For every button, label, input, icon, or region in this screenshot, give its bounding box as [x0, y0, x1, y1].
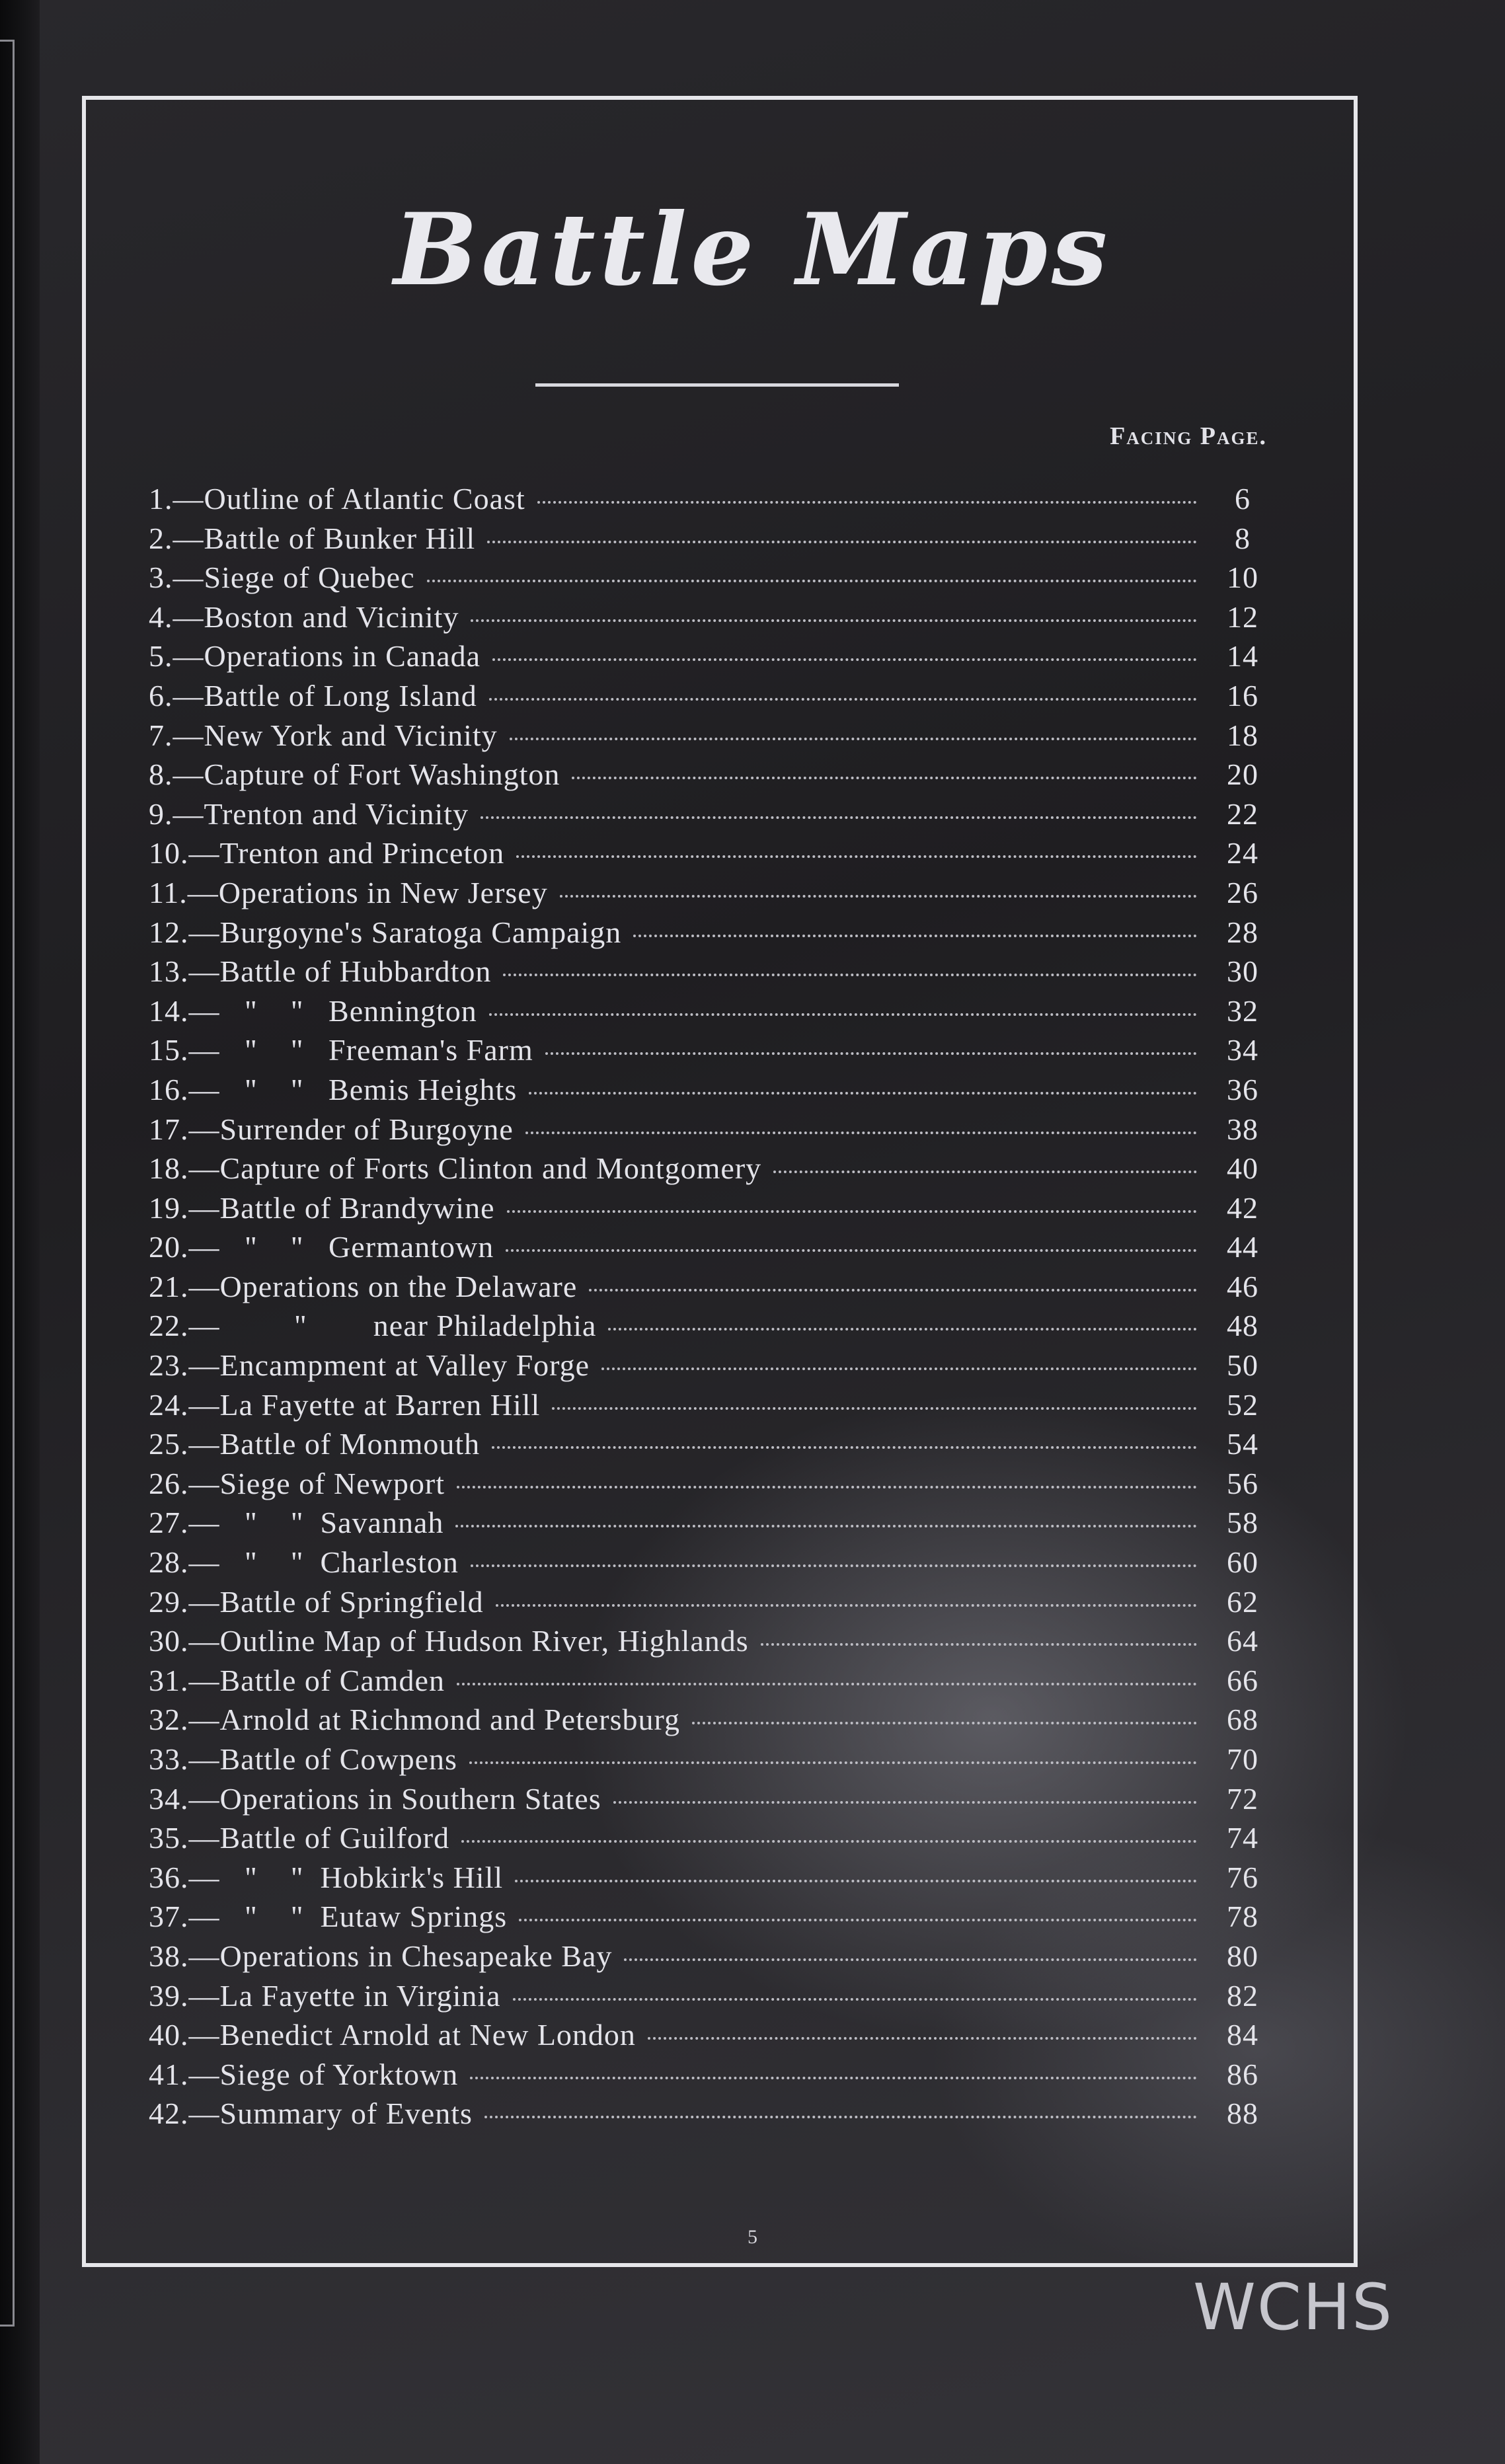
- dot-leader: [692, 1722, 1197, 1724]
- toc-entry-page: 74: [1227, 1821, 1258, 1855]
- toc-entry-page: 56: [1227, 1466, 1258, 1500]
- dot-leader: [487, 541, 1197, 543]
- toc-entry-page: 68: [1227, 1703, 1258, 1737]
- dot-leader: [525, 1132, 1197, 1134]
- toc-entry: [149, 1269, 1272, 1309]
- toc-entry-page: 6: [1235, 482, 1251, 516]
- toc-entry-title: 25.—Battle of Monmouth: [149, 1427, 481, 1461]
- toc-entry-page: 40: [1227, 1151, 1258, 1186]
- dot-leader: [537, 501, 1197, 504]
- dot-leader: [572, 777, 1197, 779]
- toc-entry: [149, 638, 1272, 678]
- toc-entry-title: 32.—Arnold at Richmond and Petersburg: [149, 1703, 680, 1737]
- dot-leader: [457, 1486, 1197, 1488]
- dot-leader: [648, 2037, 1197, 2040]
- toc-entry-title: 2.—Battle of Bunker Hill: [149, 521, 476, 555]
- toc-entry-page: 78: [1227, 1900, 1258, 1934]
- toc-entry: [149, 521, 1272, 560]
- toc-entry-title: 35.—Battle of Guilford: [149, 1821, 450, 1855]
- dot-leader: [496, 1604, 1197, 1607]
- toc-entry-title: 17.—Surrender of Burgoyne: [149, 1112, 514, 1146]
- toc-entry-title: 21.—Operations on the Delaware: [149, 1269, 578, 1303]
- dot-leader: [506, 1249, 1197, 1252]
- toc-entry-title: 37.— " " Eutaw Springs: [149, 1900, 508, 1934]
- page-title: Battle Maps: [393, 192, 1112, 308]
- toc-entry-title: 10.—Trenton and Princeton: [149, 836, 505, 870]
- toc-entry-page: 36: [1227, 1072, 1258, 1106]
- toc-entry: [149, 1584, 1272, 1624]
- toc-entry-title: 8.—Capture of Fort Washington: [149, 757, 560, 792]
- dot-leader: [489, 698, 1197, 701]
- toc-entry-page: 48: [1227, 1309, 1258, 1343]
- dot-leader: [515, 1880, 1197, 1882]
- toc-entry: [149, 875, 1272, 915]
- toc-entry-page: 22: [1227, 796, 1258, 831]
- toc-entry-page: 66: [1227, 1663, 1258, 1697]
- toc-entry-title: 13.—Battle of Hubbardton: [149, 954, 492, 989]
- toc-entry: [149, 2096, 1272, 2136]
- toc-entry-page: 26: [1227, 875, 1258, 909]
- dot-leader: [608, 1328, 1197, 1330]
- toc-entry-title: 9.—Trenton and Vicinity: [149, 796, 469, 831]
- toc-entry-page: 24: [1227, 836, 1258, 870]
- toc-entry-page: 86: [1227, 2057, 1258, 2091]
- toc-entry-page: 34: [1227, 1033, 1258, 1067]
- toc-entry-page: 62: [1227, 1584, 1258, 1619]
- toc-entry: [149, 1032, 1272, 1072]
- toc-entry-page: 50: [1227, 1348, 1258, 1383]
- toc-entry-page: 12: [1227, 599, 1258, 634]
- toc-entry: [149, 599, 1272, 639]
- toc-entry-title: 26.—Siege of Newport: [149, 1466, 445, 1500]
- dot-leader: [624, 1958, 1197, 1961]
- toc-entry: [149, 1151, 1272, 1190]
- toc-entry-page: 10: [1227, 560, 1258, 595]
- toc-entry: [149, 1742, 1272, 1781]
- dot-leader: [457, 1683, 1197, 1685]
- dot-leader: [552, 1407, 1197, 1410]
- toc-entry-page: 84: [1227, 2018, 1258, 2052]
- toc-entry: [149, 678, 1272, 718]
- toc-entry: [149, 835, 1272, 875]
- toc-entry-title: 5.—Operations in Canada: [149, 639, 481, 674]
- title-underline: [535, 383, 899, 387]
- toc-entry-title: 12.—Burgoyne's Saratoga Campaign: [149, 915, 622, 949]
- dot-leader: [529, 1092, 1197, 1095]
- toc-entry-title: 31.—Battle of Camden: [149, 1663, 445, 1697]
- toc-entry-title: 3.—Siege of Quebec: [149, 560, 415, 595]
- dot-leader: [519, 1919, 1197, 1921]
- toc-entry-title: 22.— " near Philadelphia: [149, 1309, 597, 1343]
- dot-leader: [633, 935, 1197, 937]
- toc-entry-title: 28.— " " Charleston: [149, 1545, 459, 1580]
- toc-entry-page: 32: [1227, 993, 1258, 1028]
- toc-entry-page: 30: [1227, 954, 1258, 989]
- toc-entry-title: 30.—Outline Map of Hudson River, Highlands: [149, 1624, 749, 1658]
- toc-entry: [149, 1939, 1272, 1978]
- dot-leader: [461, 1840, 1197, 1843]
- toc-entry-page: 64: [1227, 1624, 1258, 1658]
- toc-entry-title: 20.— " " Germantown: [149, 1230, 494, 1264]
- toc-entry: [149, 757, 1272, 796]
- toc-entry: [149, 1860, 1272, 1900]
- toc-entry-page: 58: [1227, 1506, 1258, 1540]
- dot-leader: [471, 619, 1197, 622]
- toc-entry-title: 40.—Benedict Arnold at New London: [149, 2018, 636, 2052]
- toc-entry-title: 36.— " " Hobkirk's Hill: [149, 1860, 504, 1894]
- toc-entry-page: 46: [1227, 1269, 1258, 1303]
- toc-entry-page: 20: [1227, 757, 1258, 792]
- toc-entry: [149, 1978, 1272, 2018]
- dot-leader: [773, 1171, 1197, 1173]
- toc-entry: [149, 954, 1272, 993]
- toc-entry: [149, 1663, 1272, 1703]
- toc-entry-page: 80: [1227, 1939, 1258, 1973]
- toc-entry-title: 4.—Boston and Vicinity: [149, 599, 459, 634]
- adjacent-page-edge: [0, 40, 15, 2327]
- toc-entry-title: 38.—Operations in Chesapeake Bay: [149, 1939, 613, 1973]
- toc-entry-title: 15.— " " Freeman's Farm: [149, 1033, 533, 1067]
- toc-entry: [149, 1308, 1272, 1348]
- toc-entry: [149, 1387, 1272, 1427]
- toc-entry-title: 39.—La Fayette in Virginia: [149, 1978, 501, 2013]
- toc-entry: [149, 1426, 1272, 1466]
- toc-entry-title: 19.—Battle of Brandywine: [149, 1190, 495, 1225]
- toc-entry-title: 16.— " " Bemis Heights: [149, 1072, 518, 1106]
- dot-leader: [489, 1013, 1197, 1016]
- toc-entry-title: 34.—Operations in Southern States: [149, 1781, 601, 1816]
- toc-entry: [149, 718, 1272, 757]
- toc-entry-title: 24.—La Fayette at Barren Hill: [149, 1387, 541, 1422]
- dot-leader: [560, 895, 1197, 898]
- toc-entry: [149, 560, 1272, 599]
- toc-entry-title: 6.—Battle of Long Island: [149, 678, 477, 712]
- toc-entry: [149, 1702, 1272, 1742]
- toc-entry-page: 76: [1227, 1860, 1258, 1894]
- toc-entry-page: 28: [1227, 915, 1258, 949]
- toc-entry: [149, 2017, 1272, 2057]
- toc-entry-title: 14.— " " Bennington: [149, 993, 477, 1028]
- dot-leader: [469, 1761, 1197, 1764]
- toc-entry-page: 44: [1227, 1230, 1258, 1264]
- toc-entry: [149, 1899, 1272, 1939]
- toc-entry: [149, 1072, 1272, 1112]
- toc-entry: [149, 2057, 1272, 2097]
- toc-entry-page: 82: [1227, 1978, 1258, 2013]
- watermark: WCHS: [1193, 2270, 1394, 2344]
- toc-entry-page: 72: [1227, 1781, 1258, 1816]
- toc-entry: [149, 1623, 1272, 1663]
- toc-entry-title: 23.—Encampment at Valley Forge: [149, 1348, 590, 1383]
- facing-page-header: Facing Page.: [1110, 422, 1267, 450]
- toc-entry-page: 60: [1227, 1545, 1258, 1580]
- toc-entry-page: 54: [1227, 1427, 1258, 1461]
- toc-entry: [149, 1348, 1272, 1387]
- dot-leader: [761, 1643, 1197, 1646]
- toc-entry: [149, 1505, 1272, 1545]
- toc-entry: [149, 1229, 1272, 1269]
- toc-entry: [149, 1466, 1272, 1506]
- toc-entry-title: 7.—New York and Vicinity: [149, 718, 498, 752]
- dot-leader: [481, 816, 1197, 819]
- dot-leader: [492, 1446, 1197, 1449]
- dot-leader: [471, 1564, 1197, 1567]
- toc-entry-title: 1.—Outline of Atlantic Coast: [149, 482, 525, 516]
- toc-entry-page: 38: [1227, 1112, 1258, 1146]
- dot-leader: [492, 658, 1197, 661]
- toc-entry: [149, 993, 1272, 1033]
- dot-leader: [455, 1525, 1197, 1527]
- dot-leader: [589, 1289, 1197, 1291]
- dot-leader: [470, 2077, 1197, 2079]
- toc-entry-title: 11.—Operations in New Jersey: [149, 875, 548, 909]
- toc-entry: [149, 1190, 1272, 1230]
- dot-leader: [601, 1367, 1197, 1370]
- toc-entry-title: 29.—Battle of Springfield: [149, 1584, 484, 1619]
- toc-entry-page: 8: [1235, 521, 1251, 555]
- toc-entry-page: 88: [1227, 2097, 1258, 2131]
- toc-entry-page: 18: [1227, 718, 1258, 752]
- dot-leader: [507, 1210, 1197, 1213]
- toc-entry: [149, 796, 1272, 836]
- toc-entry-page: 52: [1227, 1387, 1258, 1422]
- toc-entry-title: 41.—Siege of Yorktown: [149, 2057, 459, 2091]
- dot-leader: [545, 1052, 1197, 1055]
- dot-leader: [484, 2116, 1197, 2118]
- toc-entry-title: 27.— " " Savannah: [149, 1506, 444, 1540]
- dot-leader: [613, 1801, 1197, 1804]
- toc-entry-title: 42.—Summary of Events: [149, 2097, 473, 2131]
- dot-leader: [513, 1998, 1197, 2001]
- toc-entry: [149, 915, 1272, 954]
- toc-entry: [149, 1820, 1272, 1860]
- dot-leader: [510, 738, 1197, 740]
- toc-entry: [149, 1545, 1272, 1584]
- toc-entry-page: 70: [1227, 1742, 1258, 1776]
- toc-entry: [149, 1112, 1272, 1151]
- toc-entry-page: 16: [1227, 678, 1258, 712]
- dot-leader: [427, 580, 1198, 582]
- toc-entry: [149, 1781, 1272, 1821]
- page-number: 5: [748, 2226, 757, 2248]
- dot-leader: [516, 855, 1197, 858]
- dot-leader: [503, 974, 1197, 976]
- table-of-contents: [149, 481, 1272, 2136]
- toc-entry-title: 18.—Capture of Forts Clinton and Montgomery: [149, 1151, 762, 1186]
- toc-entry-title: 33.—Battle of Cowpens: [149, 1742, 457, 1776]
- toc-entry: [149, 481, 1272, 521]
- toc-entry-page: 42: [1227, 1190, 1258, 1225]
- toc-entry-page: 14: [1227, 639, 1258, 674]
